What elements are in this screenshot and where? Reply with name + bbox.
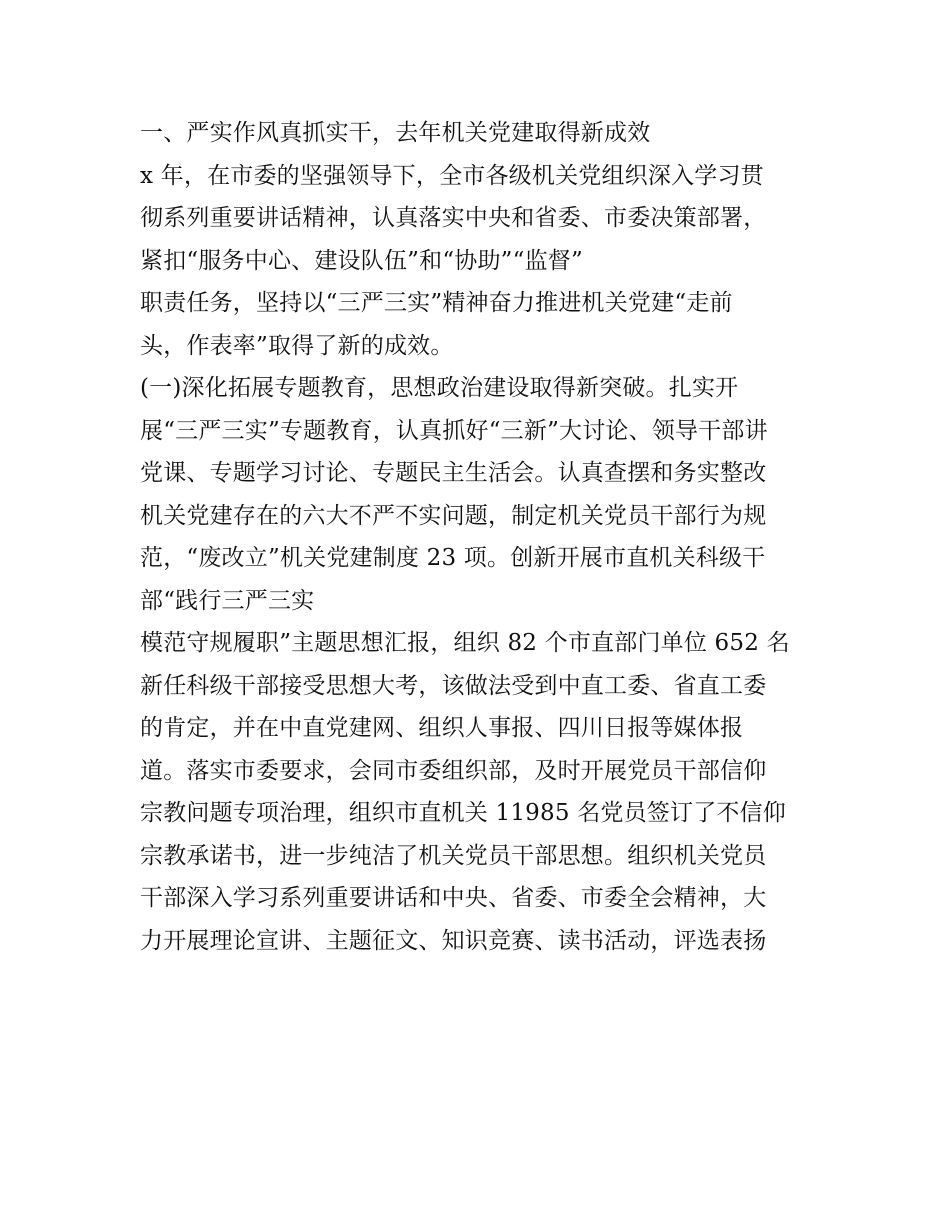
- paragraph-line: 的肯定，并在中直党建网、组织人事报、四川日报等媒体报: [140, 715, 744, 741]
- paragraph-line: 范，“废改立”机关党建制度 23 项。创新开展市直机关科级干: [140, 545, 766, 571]
- paragraph-line: 紧扣“服务中心、建设队伍”和“协助”“监督”: [140, 247, 583, 274]
- paragraph-line: 彻系列重要讲话精神，认真落实中央和省委、市委决策部署，: [140, 205, 767, 231]
- paragraph-line: 新任科级干部接受思想大考，该做法受到中直工委、省直工委: [140, 672, 767, 699]
- paragraph-line: x 年，在市委的坚强领导下，全市各级机关党组织深入学习贯: [140, 162, 764, 189]
- paragraph-line: 道。落实市委要求，会同市委组织部，及时开展党员干部信仰: [140, 757, 767, 784]
- paragraph-line: 机关党建存在的六大不严不实问题，制定机关党员干部行为规: [140, 502, 767, 529]
- paragraph-line: 职责任务，坚持以“三严三实”精神奋力推进机关党建“走前: [140, 290, 733, 316]
- paragraph-line: 力开展理论宣讲、主题征文、知识竞赛、读书活动，评选表扬: [140, 927, 767, 954]
- paragraph-line: 党课、专题学习讨论、专题民主生活会。认真查摆和务实整改: [140, 460, 767, 486]
- paragraph-line: 部“践行三严三实: [140, 587, 315, 614]
- paragraph-line: 宗教问题专项治理，组织市直机关 11985 名党员签订了不信仰: [140, 800, 786, 826]
- paragraph-line: 宗教承诺书，进一步纯洁了机关党员干部思想。组织机关党员: [140, 842, 767, 869]
- paragraph-line: (一)深化拓展专题教育，思想政治建设取得新突破。扎实开: [140, 375, 739, 401]
- paragraph-line: 干部深入学习系列重要讲话和中央、省委、市委全会精神，大: [140, 885, 767, 911]
- paragraph-line: 展“三严三实”专题教育，认真抓好“三新”大讨论、领导干部讲: [140, 417, 768, 444]
- paragraph-line: 模范守规履职”主题思想汇报，组织 82 个市直部门单位 652 名: [140, 630, 790, 656]
- paragraph-line: 头，作表率”取得了新的成效。: [140, 332, 454, 359]
- document-body: [140, 112, 820, 962]
- section-heading: 一、严实作风真抓实干，去年机关党建取得新成效: [140, 120, 651, 146]
